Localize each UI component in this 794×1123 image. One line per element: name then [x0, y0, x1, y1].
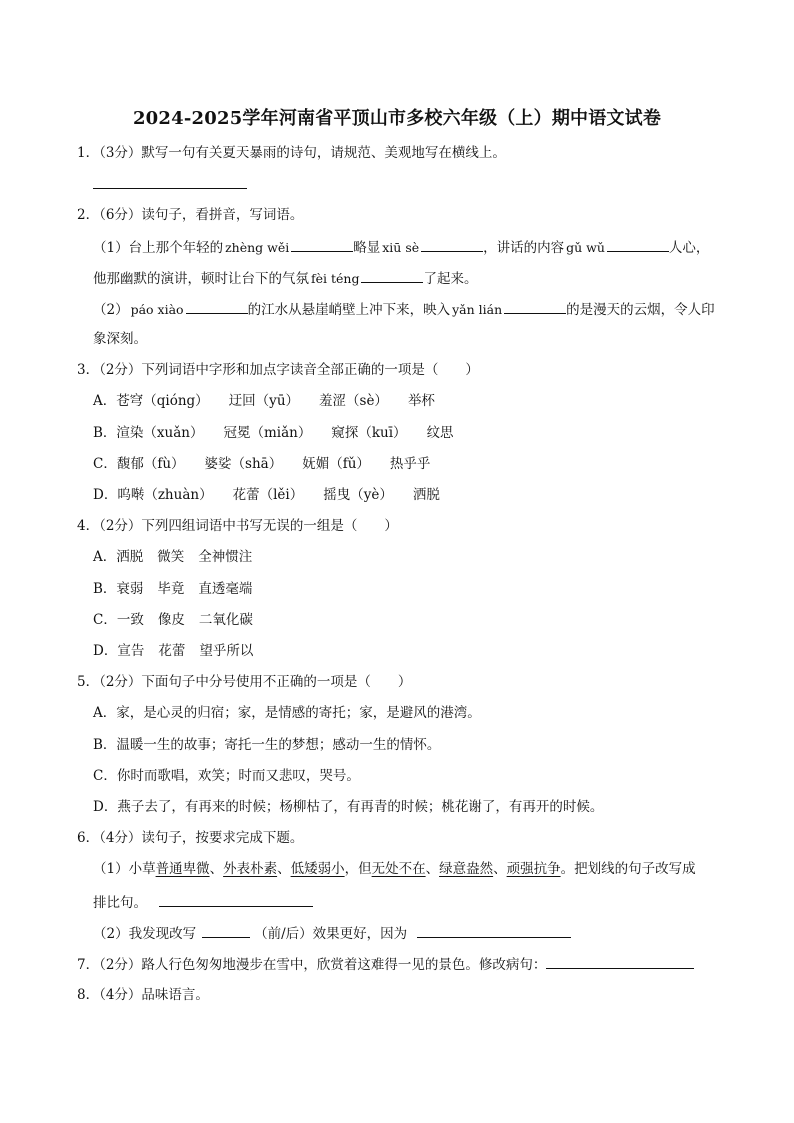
question-number: 2． — [77, 207, 100, 223]
sentence-text: 略显 — [353, 240, 381, 256]
question-text: （2分）下列词语中字形和加点字读音全部正确的一项是（ ） — [99, 362, 479, 378]
question-6 — [77, 828, 303, 848]
answer-blank[interactable] — [186, 298, 248, 314]
answer-blank[interactable] — [421, 236, 483, 252]
option-item: 直透毫端 — [198, 581, 253, 597]
option-d[interactable]: D．燕子去了，有再来的时候；杨柳枯了，有再青的时候；桃花谢了，有再开的时候。 — [93, 799, 604, 815]
pinyin: páo xiào — [130, 302, 184, 317]
question-4 — [77, 516, 398, 536]
option-item: 婆娑（shā） — [204, 456, 283, 472]
option-c[interactable] — [93, 610, 253, 630]
answer-blank[interactable] — [291, 236, 353, 252]
option-item: 迂回（yū） — [228, 393, 300, 409]
question-number: 8． — [77, 987, 100, 1003]
pinyin: fèi téng — [311, 271, 360, 286]
separator: 、 — [277, 861, 291, 877]
sentence-text: ，讲话的内容 — [483, 240, 565, 256]
separator: 、 — [425, 861, 440, 877]
option-item: 举杯 — [407, 393, 435, 409]
option-item: D．宣告 — [93, 643, 145, 659]
answer-blank[interactable] — [202, 922, 250, 938]
option-item: 纹思 — [426, 425, 454, 441]
question-2-sentence-2-cont — [93, 329, 147, 349]
separator: 、 — [493, 861, 507, 877]
question-text: （4分）品味语言。 — [99, 987, 209, 1003]
option-item: 像皮 — [157, 612, 185, 628]
option-item: 二氧化碳 — [198, 612, 253, 628]
option-a[interactable]: A．家，是心灵的归宿；家，是情感的寄托；家，是避风的港湾。 — [93, 705, 481, 721]
option-d[interactable] — [93, 485, 440, 505]
option-item: 羞涩（sè） — [319, 393, 388, 409]
question-number: 4． — [77, 518, 100, 534]
question-6-sentence-1-cont — [93, 891, 313, 913]
answer-line-1[interactable] — [93, 173, 247, 195]
underlined-phrase: 无处不在 — [371, 861, 426, 877]
option-item: D．呜啭（zhuàn） — [93, 487, 213, 503]
sentence-text: 的是漫天的云烟，令人印 — [566, 302, 715, 318]
question-7 — [77, 953, 694, 975]
question-number: 3． — [77, 362, 100, 378]
pinyin: yǎn lián — [452, 302, 503, 317]
question-text: （2分）路人行色匆匆地漫步在雪中，欣赏着这难得一见的景色。修改病句： — [99, 957, 547, 973]
pinyin: xiū sè — [382, 240, 420, 255]
question-text: （4分）读句子，按要求完成下题。 — [99, 830, 304, 846]
question-number: 1． — [77, 145, 100, 161]
underlined-phrase: 绿意盎然 — [439, 861, 494, 877]
option-item: C．馥郁（fù） — [93, 456, 185, 472]
option-item: 花蕾 — [158, 643, 186, 659]
option-b[interactable]: B．温暖一生的故事；寄托一生的梦想；感动一生的情怀。 — [93, 737, 441, 753]
answer-blank[interactable] — [607, 236, 669, 252]
question-8 — [77, 985, 209, 1005]
option-c[interactable] — [93, 454, 430, 474]
sentence-text: （1）台上那个年轻的 — [93, 240, 224, 256]
underlined-phrase: 顽强抗争 — [506, 861, 561, 877]
option-item: 望乎所以 — [199, 643, 254, 659]
question-number: 5． — [77, 674, 100, 690]
option-item: 热乎乎 — [389, 456, 431, 472]
sentence-text: 的江水从悬崖峭壁上冲下来，映入 — [247, 302, 451, 318]
option-item: 洒脱 — [412, 487, 440, 503]
option-item: 全神惯注 — [198, 549, 253, 565]
question-number: 7． — [77, 957, 100, 973]
question-2-sentence-2 — [93, 298, 715, 320]
question-5 — [77, 672, 411, 692]
question-3 — [77, 360, 479, 380]
answer-blank[interactable] — [361, 267, 423, 283]
question-text: （6分）读句子，看拼音，写词语。 — [99, 207, 304, 223]
pinyin: gǔ wǔ — [566, 240, 605, 255]
option-c[interactable]: C．你时而歌唱，欢笑；时而又悲叹，哭号。 — [93, 768, 360, 784]
question-2 — [77, 205, 303, 225]
question-6-sentence-2 — [93, 922, 571, 944]
sentence-text: 他那幽默的演讲，顿时让台下的气氛 — [93, 271, 309, 287]
option-a[interactable] — [93, 391, 435, 411]
option-item: A．苍穹（qióng） — [93, 393, 209, 409]
answer-blank[interactable] — [504, 298, 566, 314]
question-number: 6． — [77, 830, 100, 846]
option-item: 窥探（kuī） — [331, 425, 407, 441]
answer-blank[interactable] — [546, 953, 694, 969]
sentence-text: （2） — [93, 302, 129, 318]
question-1 — [77, 143, 506, 163]
answer-blank[interactable] — [417, 922, 571, 938]
option-b[interactable] — [93, 579, 252, 599]
sentence-text: ，但 — [344, 861, 372, 877]
option-item: 毕竟 — [157, 581, 185, 597]
question-6-sentence-1 — [93, 859, 696, 879]
sentence-text: （1）小草 — [93, 861, 156, 877]
underlined-phrase: 外表朴素 — [223, 861, 278, 877]
sentence-text: （前/后）效果更好，因为 — [254, 926, 408, 942]
question-text: （2分）下列四组词语中书写无误的一组是（ ） — [99, 518, 398, 534]
option-b[interactable] — [93, 423, 454, 443]
option-item: 微笑 — [157, 549, 185, 565]
answer-blank[interactable] — [93, 173, 247, 189]
question-2-sentence-1 — [93, 236, 709, 258]
answer-blank[interactable] — [159, 891, 313, 907]
question-2-sentence-1-cont — [93, 267, 477, 289]
underlined-phrase: 普通卑微 — [155, 861, 210, 877]
option-item: C．一致 — [93, 612, 144, 628]
option-d[interactable] — [93, 641, 253, 661]
option-item: 冠冕（miǎn） — [223, 425, 312, 441]
question-text: （2分）下面句子中分号使用不正确的一项是（ ） — [99, 674, 412, 690]
sentence-text: 人心， — [668, 240, 710, 256]
option-item: B．衰弱 — [93, 581, 144, 597]
sentence-text: 了起来。 — [423, 271, 478, 287]
underlined-phrase: 低矮弱小 — [290, 861, 345, 877]
question-text: （3分）默写一句有关夏天暴雨的诗句，请规范、美观地写在横线上。 — [99, 145, 506, 161]
option-item: B．渲染（xuǎn） — [93, 425, 204, 441]
option-item: 摇曳（yè） — [323, 487, 393, 503]
sentence-text: 。把划线的句子改写成 — [560, 861, 696, 877]
sentence-text: 排比句。 — [93, 895, 147, 911]
option-item: 妩媚（fǔ） — [302, 456, 370, 472]
option-a[interactable] — [93, 547, 252, 567]
option-item: 花蕾（lěi） — [232, 487, 304, 503]
sentence-text: （2）我发现改写 — [93, 926, 197, 942]
page-title: 2024-2025学年河南省平顶山市多校六年级（上）期中语文试卷 — [132, 108, 662, 129]
option-item: A．洒脱 — [93, 549, 144, 565]
pinyin: zhèng wěi — [225, 240, 290, 255]
separator: 、 — [209, 861, 224, 877]
sentence-text: 象深刻。 — [93, 331, 147, 347]
